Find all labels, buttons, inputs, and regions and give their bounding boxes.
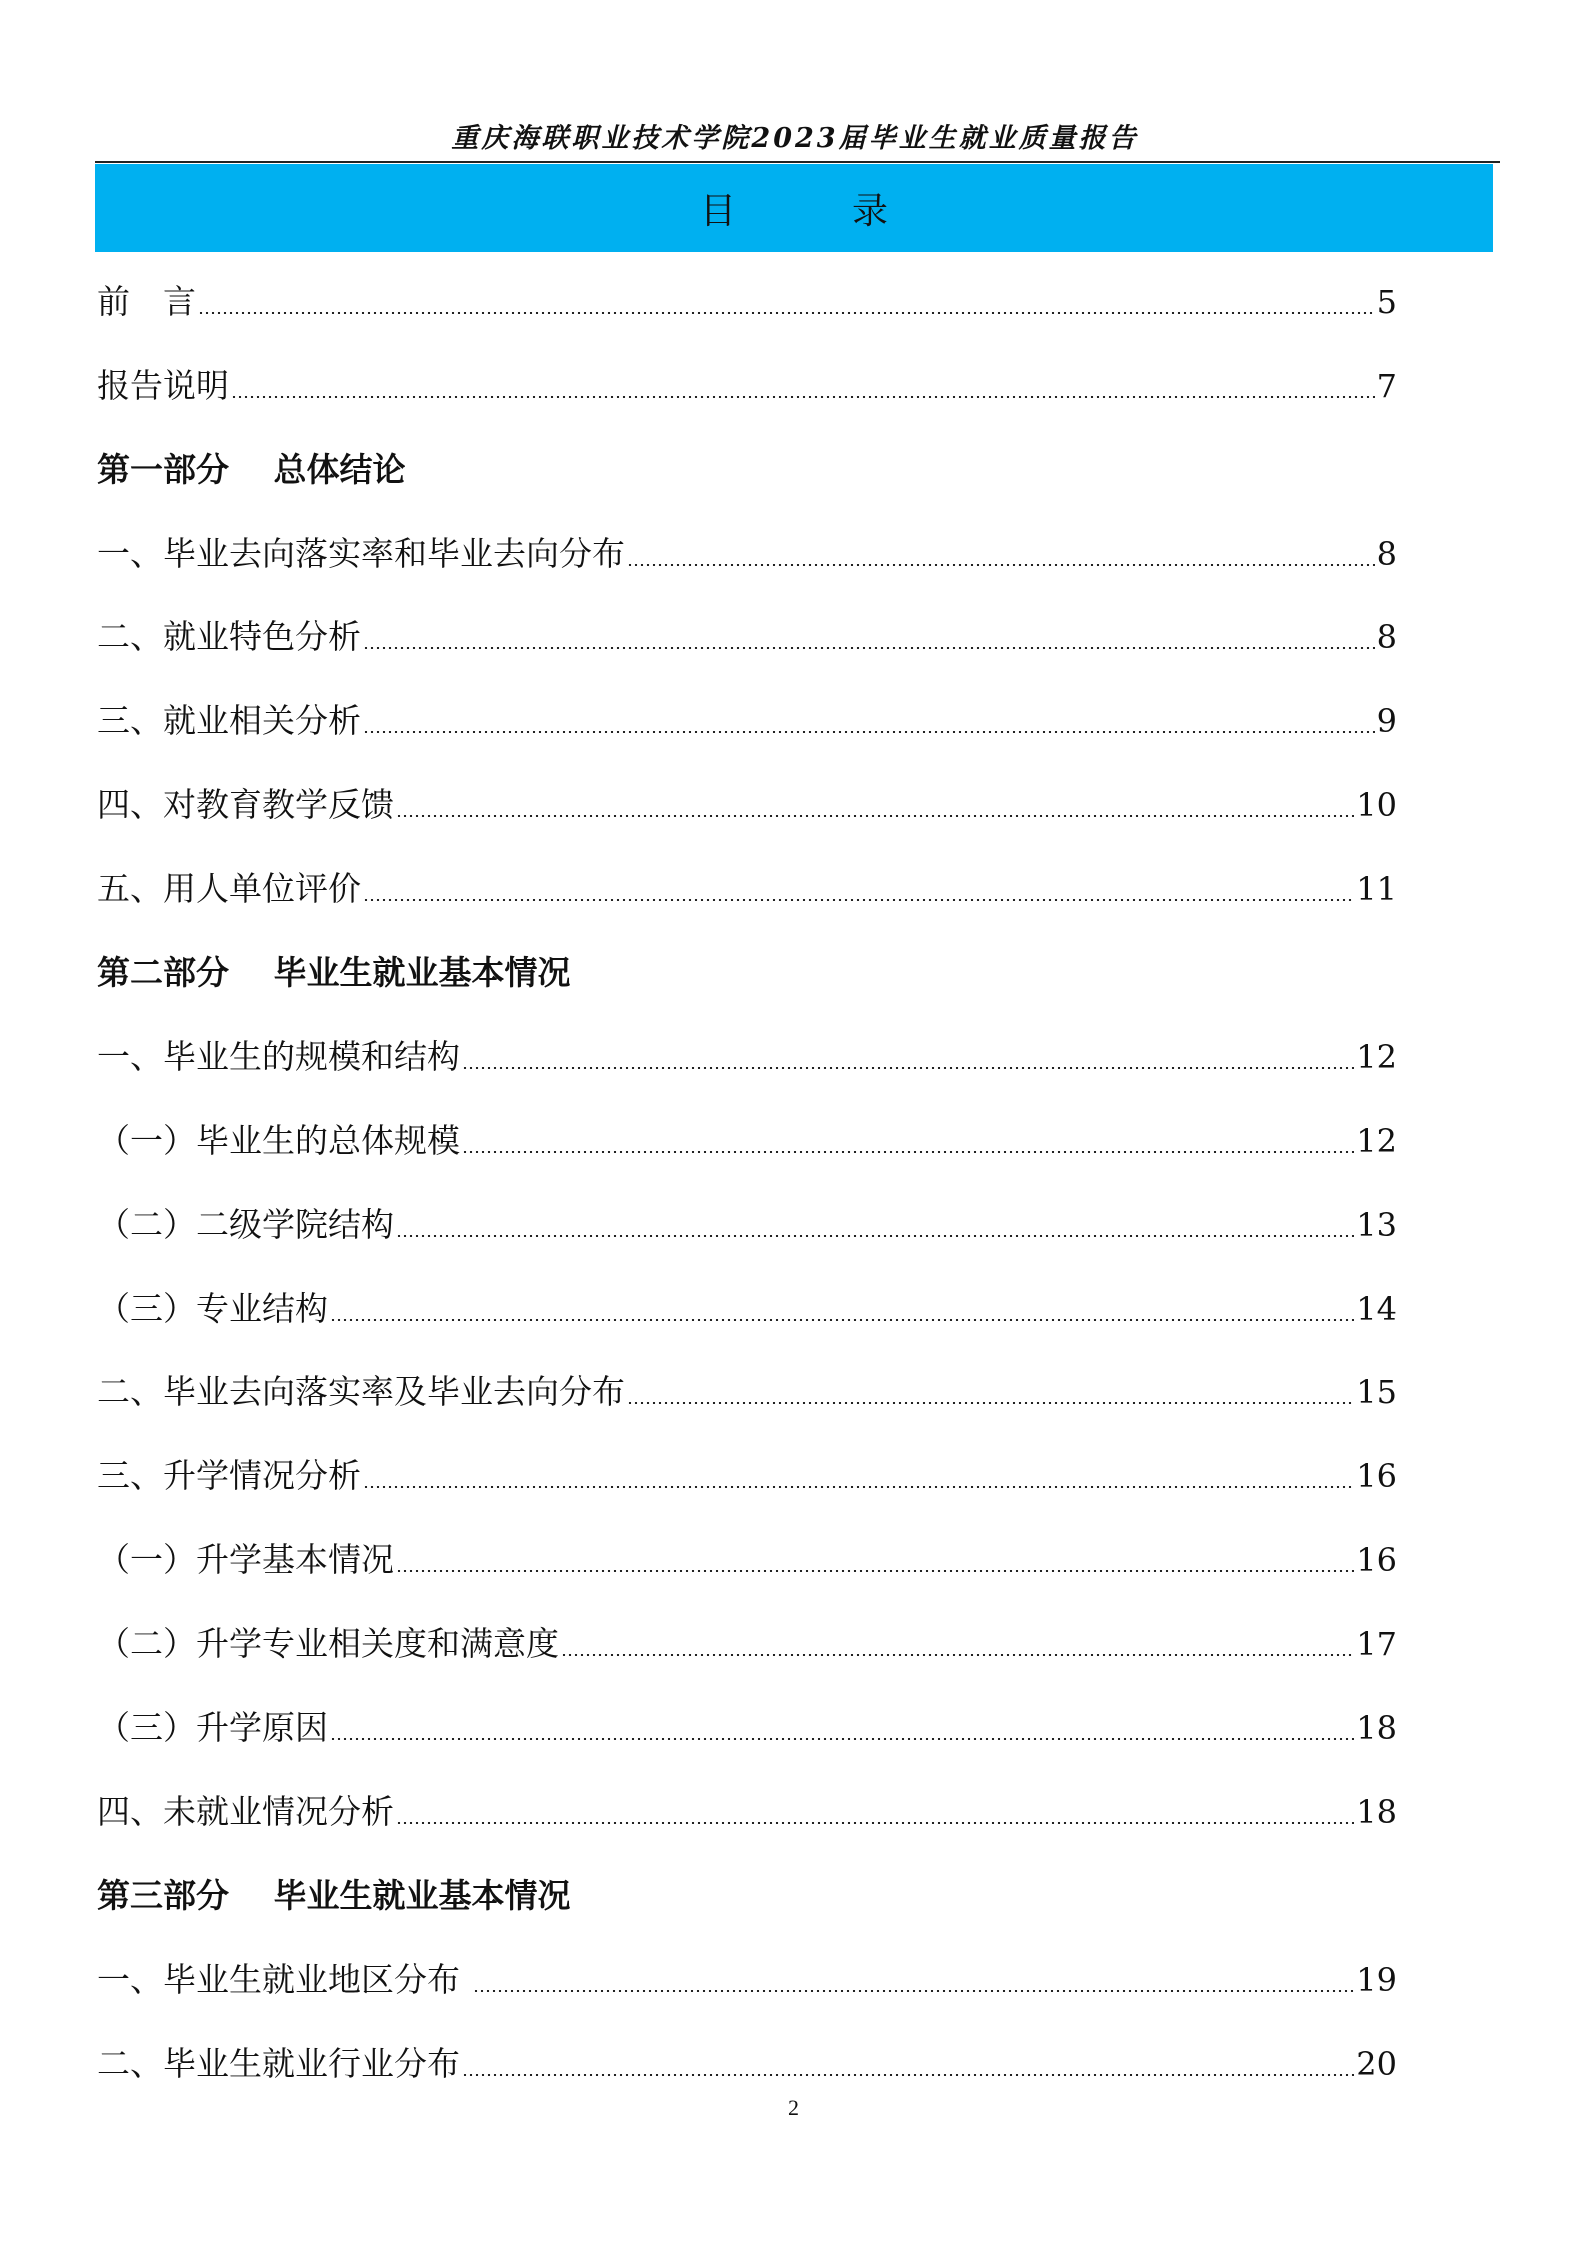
toc-entry-page: 18: [1356, 1709, 1397, 1748]
toc-entry-page: 11: [1356, 870, 1397, 909]
toc-entry-label: 四、对教育教学反馈: [97, 785, 394, 825]
toc-entry-label: 第一部分 总体结论: [97, 449, 406, 489]
toc-entry-label: （三）升学原因: [97, 1708, 328, 1748]
toc-dot-leader: [231, 396, 1375, 398]
toc-entry-page: 13: [1356, 1205, 1397, 1244]
page-number: 2: [788, 2095, 799, 2120]
toc-entry[interactable]: [97, 1930, 1397, 2014]
toc-part-heading[interactable]: [97, 923, 1397, 1007]
toc-entry-page: 10: [1356, 786, 1397, 825]
toc-entry-label: 二、毕业去向落实率及毕业去向分布: [97, 1372, 625, 1412]
toc-dot-leader: [363, 899, 1354, 901]
toc-dot-leader: [462, 2074, 1354, 2076]
toc-entry-label: （三）专业结构: [97, 1288, 328, 1328]
toc-entry-page: 16: [1356, 1457, 1397, 1496]
toc-entry[interactable]: [97, 2014, 1397, 2098]
toc-entry[interactable]: [97, 1510, 1397, 1594]
toc-entry-label: 五、用人单位评价: [97, 869, 361, 909]
toc-entry-label: （二）升学专业相关度和满意度: [97, 1624, 559, 1664]
toc-entry-label: 二、就业特色分析: [97, 617, 361, 657]
toc-entry-page: 15: [1356, 1373, 1397, 1412]
toc-dot-leader: [363, 1486, 1354, 1488]
toc-part-heading[interactable]: [97, 1846, 1397, 1930]
toc-entry-page: 12: [1356, 1037, 1397, 1076]
toc-entry[interactable]: [97, 1259, 1397, 1343]
toc-entry-label: 一、毕业生就业地区分布: [97, 1959, 471, 1999]
toc-dot-leader: [561, 1654, 1354, 1656]
toc-entry-label: 四、未就业情况分析: [97, 1791, 394, 1831]
toc-dot-leader: [462, 1151, 1354, 1153]
toc-entry-page: 9: [1376, 702, 1397, 741]
toc-dot-leader: [396, 1822, 1354, 1824]
toc-entry-page: 18: [1356, 1792, 1397, 1831]
toc-entry-label: 第三部分 毕业生就业基本情况: [97, 1875, 571, 1915]
toc-entry[interactable]: [97, 671, 1397, 755]
toc-dot-leader: [330, 1738, 1354, 1740]
toc-entry[interactable]: [97, 1175, 1397, 1259]
toc-dot-leader: [198, 312, 1375, 314]
running-header: 重庆海联职业技术学院2023届毕业生就业质量报告: [451, 123, 1139, 154]
toc-entry-label: （一）毕业生的总体规模: [97, 1120, 460, 1160]
toc-entry-label: 一、毕业去向落实率和毕业去向分布: [97, 533, 625, 573]
toc-entry-label: 二、毕业生就业行业分布: [97, 2043, 460, 2083]
toc-dot-leader: [627, 564, 1375, 566]
toc-list: [97, 252, 1397, 2098]
toc-dot-leader: [330, 1319, 1354, 1321]
toc-title-banner: [95, 164, 1493, 252]
toc-entry[interactable]: [97, 1762, 1397, 1846]
toc-entry[interactable]: [97, 1678, 1397, 1762]
toc-entry[interactable]: [97, 336, 1397, 420]
toc-entry[interactable]: [97, 1343, 1397, 1427]
toc-part-heading[interactable]: [97, 420, 1397, 504]
toc-entry-label: 三、就业相关分析: [97, 701, 361, 741]
header-rule: [95, 161, 1500, 163]
toc-entry[interactable]: [97, 504, 1397, 588]
toc-entry-label: 报告说明: [97, 365, 229, 405]
toc-entry-page: 14: [1356, 1289, 1397, 1328]
toc-entry[interactable]: [97, 1426, 1397, 1510]
toc-entry-label: 一、毕业生的规模和结构: [97, 1036, 460, 1076]
toc-entry-page: 7: [1376, 366, 1397, 405]
toc-dot-leader: [396, 815, 1354, 817]
toc-dot-leader: [473, 1990, 1355, 1992]
toc-entry-page: 19: [1356, 1960, 1397, 1999]
toc-dot-leader: [363, 731, 1375, 733]
toc-entry[interactable]: [97, 839, 1397, 923]
toc-entry-page: 5: [1376, 282, 1397, 321]
toc-entry-page: 20: [1356, 2044, 1397, 2083]
toc-dot-leader: [462, 1067, 1354, 1069]
toc-entry-page: 16: [1356, 1541, 1397, 1580]
toc-entry-page: 8: [1376, 534, 1397, 573]
toc-entry-page: 12: [1356, 1121, 1397, 1160]
toc-entry[interactable]: [97, 1091, 1397, 1175]
toc-entry[interactable]: [97, 588, 1397, 672]
toc-entry-page: 17: [1356, 1625, 1397, 1664]
toc-entry[interactable]: [97, 1594, 1397, 1678]
toc-entry-page: 8: [1376, 618, 1397, 657]
toc-title: 目 录: [699, 190, 928, 232]
toc-entry[interactable]: [97, 252, 1397, 336]
toc-dot-leader: [627, 1402, 1354, 1404]
toc-entry[interactable]: [97, 755, 1397, 839]
toc-entry[interactable]: [97, 1007, 1397, 1091]
toc-dot-leader: [396, 1570, 1354, 1572]
toc-entry-label: （二）二级学院结构: [97, 1204, 394, 1244]
toc-entry-label: 前 言: [97, 281, 196, 321]
toc-entry-label: 三、升学情况分析: [97, 1456, 361, 1496]
toc-entry-label: （一）升学基本情况: [97, 1540, 394, 1580]
toc-entry-label: 第二部分 毕业生就业基本情况: [97, 953, 571, 993]
toc-dot-leader: [363, 647, 1375, 649]
toc-dot-leader: [396, 1235, 1354, 1237]
